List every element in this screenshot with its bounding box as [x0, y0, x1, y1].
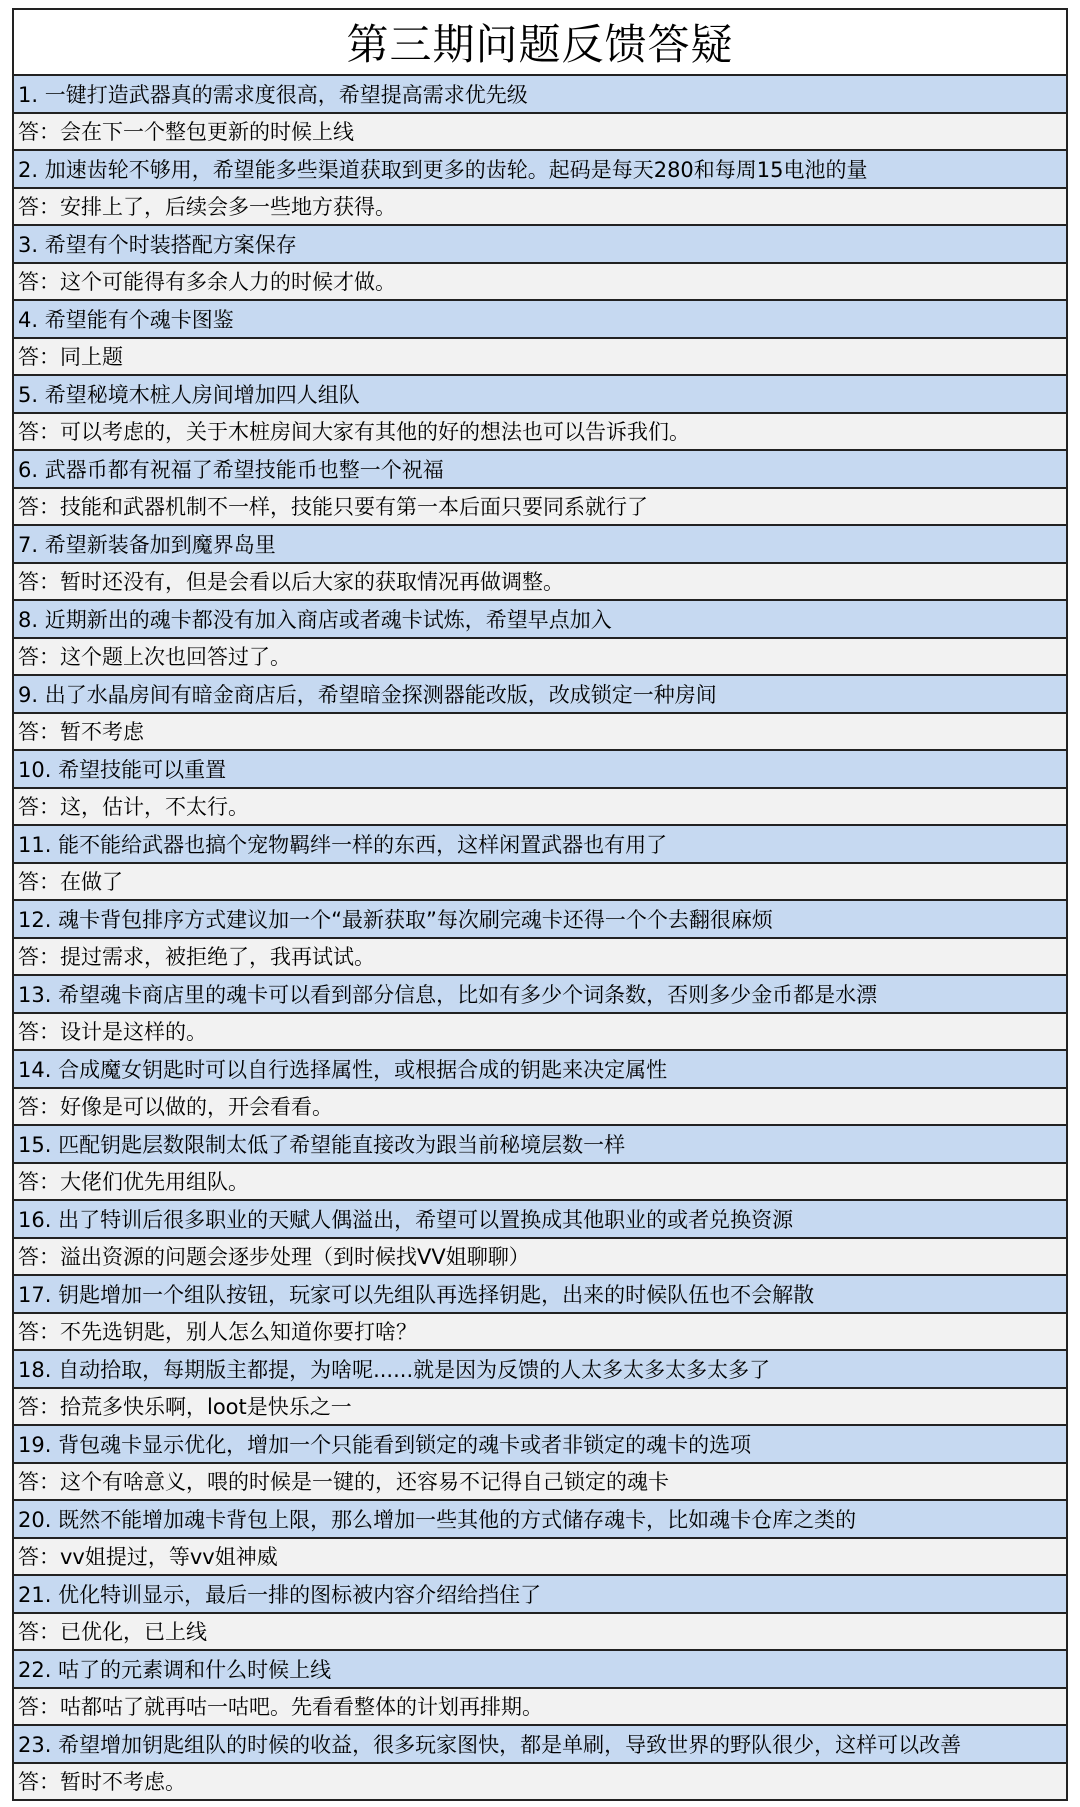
question-row: 14. 合成魔女钥匙时可以自行选择属性，或根据合成的钥匙来决定属性	[14, 1049, 1066, 1087]
answer-row: 答：技能和武器机制不一样，技能只要有第一本后面只要同系就行了	[14, 487, 1066, 525]
question-row: 12. 魂卡背包排序方式建议加一个“最新获取”每次刷完魂卡还得一个个去翻很麻烦	[14, 899, 1066, 937]
question-row: 18. 自动拾取，每期版主都提，为啥呢......就是因为反馈的人太多太多太多太多了	[14, 1349, 1066, 1387]
answer-row: 答：溢出资源的问题会逐步处理（到时候找VV姐聊聊）	[14, 1237, 1066, 1275]
question-row: 19. 背包魂卡显示优化，增加一个只能看到锁定的魂卡或者非锁定的魂卡的选项	[14, 1424, 1066, 1462]
answer-row: 答：这个可能得有多余人力的时候才做。	[14, 262, 1066, 300]
answer-row: 答：暂不考虑	[14, 712, 1066, 750]
answer-row: 答：安排上了，后续会多一些地方获得。	[14, 187, 1066, 225]
answer-row: 答：设计是这样的。	[14, 1012, 1066, 1050]
faq-table	[12, 74, 1068, 1801]
answer-row: 答：同上题	[14, 337, 1066, 375]
answer-row: 答：这个题上次也回答过了。	[14, 637, 1066, 675]
answer-row: 答：这，估计，不太行。	[14, 787, 1066, 825]
question-row: 11. 能不能给武器也搞个宠物羁绊一样的东西，这样闲置武器也有用了	[14, 824, 1066, 862]
question-row: 1. 一键打造武器真的需求度很高，希望提高需求优先级	[14, 74, 1066, 112]
answer-row: 答：提过需求，被拒绝了，我再试试。	[14, 937, 1066, 975]
answer-row: 答：已优化，已上线	[14, 1612, 1066, 1650]
title-row	[12, 8, 1068, 74]
question-row: 17. 钥匙增加一个组队按钮，玩家可以先组队再选择钥匙，出来的时候队伍也不会解散	[14, 1274, 1066, 1312]
question-row: 5. 希望秘境木桩人房间增加四人组队	[14, 374, 1066, 412]
question-row: 21. 优化特训显示，最后一排的图标被内容介绍给挡住了	[14, 1574, 1066, 1612]
question-row: 6. 武器币都有祝福了希望技能币也整一个祝福	[14, 449, 1066, 487]
question-row: 4. 希望能有个魂卡图鉴	[14, 299, 1066, 337]
answer-row: 答：可以考虑的，关于木桩房间大家有其他的好的想法也可以告诉我们。	[14, 412, 1066, 450]
answer-row: 答：会在下一个整包更新的时候上线	[14, 112, 1066, 150]
answer-row: 答：vv姐提过，等vv姐神威	[14, 1537, 1066, 1575]
answer-row: 答：这个有啥意义，喂的时候是一键的，还容易不记得自己锁定的魂卡	[14, 1462, 1066, 1500]
question-row: 3. 希望有个时装搭配方案保存	[14, 224, 1066, 262]
question-row: 20. 既然不能增加魂卡背包上限，那么增加一些其他的方式储存魂卡，比如魂卡仓库之类的	[14, 1499, 1066, 1537]
answer-row: 答：咕都咕了就再咕一咕吧。先看看整体的计划再排期。	[14, 1687, 1066, 1725]
faq-sheet	[12, 8, 1068, 1798]
question-row: 9. 出了水晶房间有暗金商店后，希望暗金探测器能改版，改成锁定一种房间	[14, 674, 1066, 712]
question-row: 15. 匹配钥匙层数限制太低了希望能直接改为跟当前秘境层数一样	[14, 1124, 1066, 1162]
answer-row: 答：不先选钥匙，别人怎么知道你要打啥？	[14, 1312, 1066, 1350]
question-row: 16. 出了特训后很多职业的天赋人偶溢出，希望可以置换成其他职业的或者兑换资源	[14, 1199, 1066, 1237]
answer-row: 答：暂时不考虑。	[14, 1762, 1066, 1800]
question-row: 10. 希望技能可以重置	[14, 749, 1066, 787]
question-row: 7. 希望新装备加到魔界岛里	[14, 524, 1066, 562]
question-row: 8. 近期新出的魂卡都没有加入商店或者魂卡试炼，希望早点加入	[14, 599, 1066, 637]
question-row: 13. 希望魂卡商店里的魂卡可以看到部分信息，比如有多少个词条数，否则多少金币都是水漂	[14, 974, 1066, 1012]
question-row: 23. 希望增加钥匙组队的时候的收益，很多玩家图快，都是单刷，导致世界的野队很少，这样可以改善	[14, 1724, 1066, 1762]
answer-row: 答：拾荒多快乐啊，loot是快乐之一	[14, 1387, 1066, 1425]
answer-row: 答：在做了	[14, 862, 1066, 900]
question-row: 2. 加速齿轮不够用，希望能多些渠道获取到更多的齿轮。起码是每天280和每周15电池的量	[14, 149, 1066, 187]
page-title: 第三期问题反馈答疑	[346, 20, 734, 69]
answer-row: 答：大佬们优先用组队。	[14, 1162, 1066, 1200]
question-row: 22. 咕了的元素调和什么时候上线	[14, 1649, 1066, 1687]
answer-row: 答：好像是可以做的，开会看看。	[14, 1087, 1066, 1125]
answer-row: 答：暂时还没有，但是会看以后大家的获取情况再做调整。	[14, 562, 1066, 600]
